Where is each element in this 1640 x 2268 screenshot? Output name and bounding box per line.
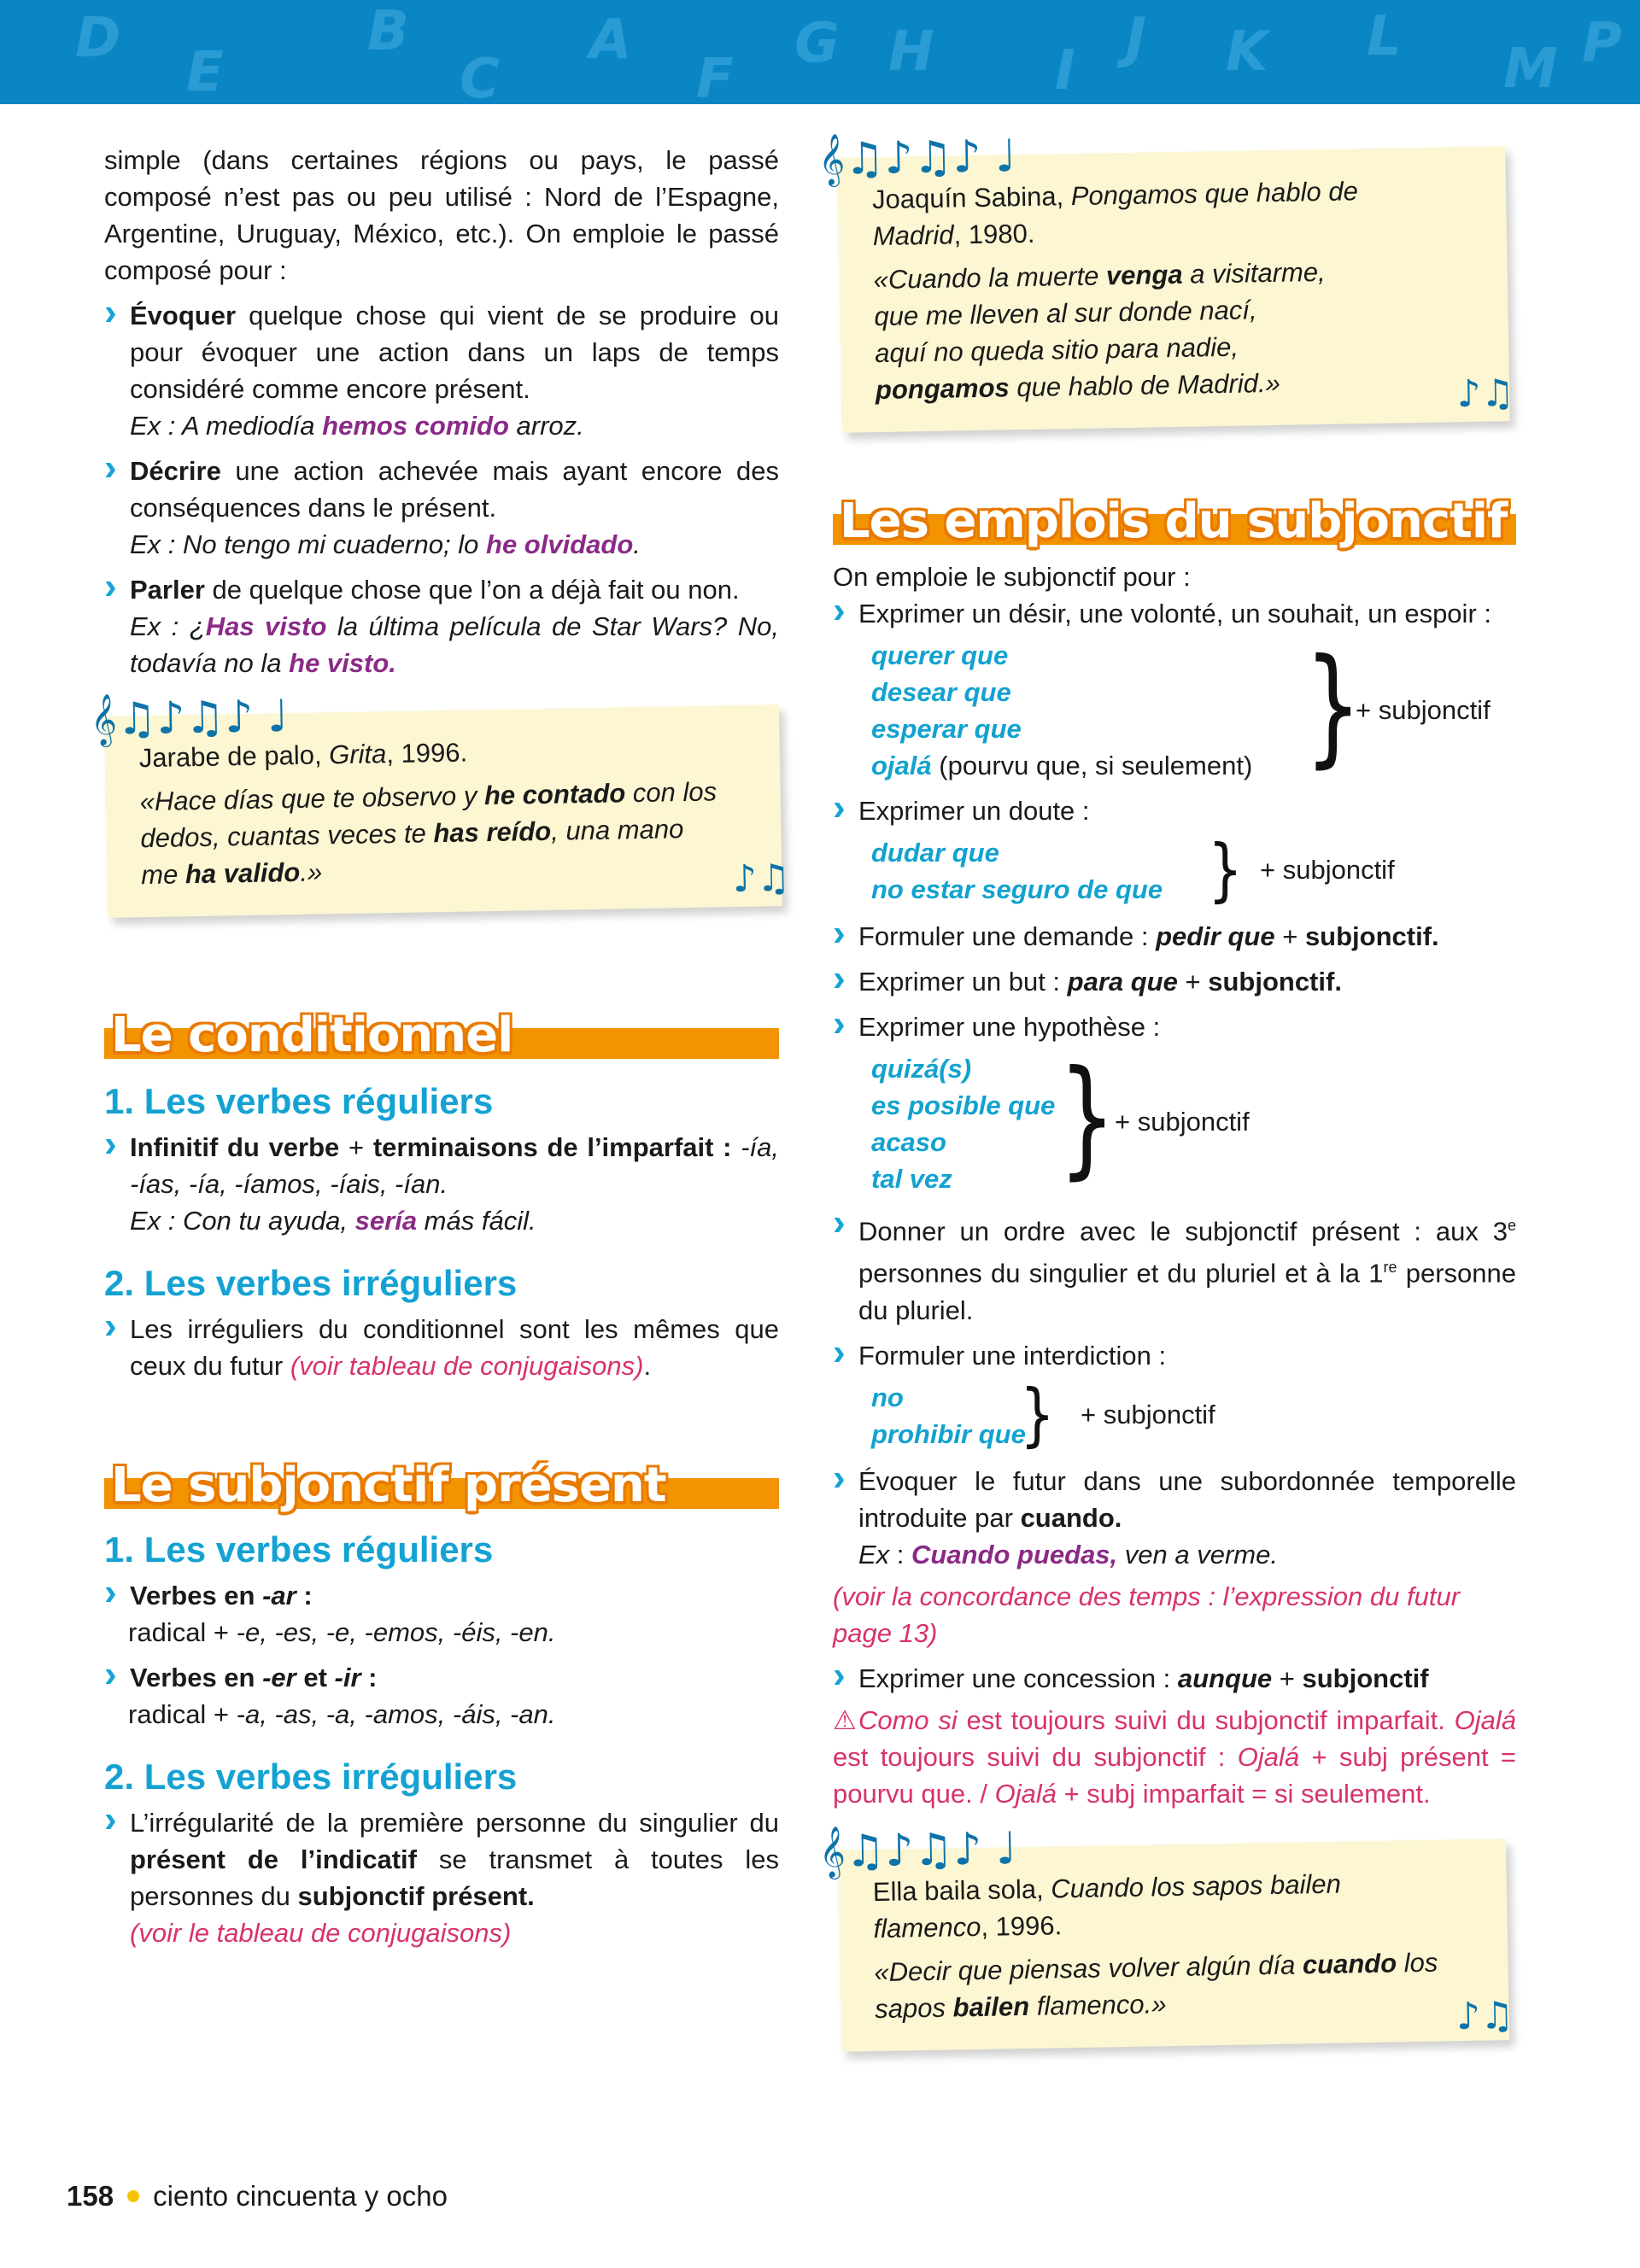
bullet-bold: :: [360, 1663, 378, 1692]
brace-icon: }: [1304, 632, 1362, 780]
subjonctif-label: + subjonctif: [1356, 695, 1491, 725]
quote-line: que me lleven al sur donde nací,: [874, 295, 1257, 332]
bullet-text: +: [1274, 921, 1305, 951]
quote-text: los sapos: [874, 1947, 1438, 2024]
verb-item: ojalá: [871, 751, 932, 780]
bullet-text: de quelque chose que l’on a déjà fait ou non.: [204, 575, 740, 605]
quote-line: aquí no queda sitio para nadie,: [874, 331, 1239, 369]
section-emplois-heading: [833, 476, 1516, 549]
verb-item: acaso: [871, 1127, 946, 1157]
quote-text: «Hace días que te observo y: [139, 780, 485, 817]
bullet-bold-italic: -ar: [262, 1581, 296, 1610]
intro-paragraph: simple (dans certaines régions ou pays, le passé composé n’est pas ou peu utilisé : Nord de l’Espagne, Argentine, Uruguay, México, etc.). On emploie le passé composé pour :: [104, 145, 779, 285]
bullet-text: Exprimer une concession :: [858, 1663, 1178, 1693]
bullet-ordre: [833, 1207, 1516, 1329]
header-letter: M: [1503, 38, 1558, 101]
bullet-bold: subjonctif.: [1304, 921, 1439, 951]
header-letter: H: [888, 20, 934, 84]
bullet-text: se transmet à toutes les personnes du: [130, 1844, 780, 1911]
subheading: 1. Les verbes réguliers: [104, 1081, 494, 1121]
superscript: re: [1383, 1259, 1397, 1277]
header-letter: G: [794, 12, 840, 75]
note-quote: [873, 252, 1407, 408]
brace-icon: }: [1208, 830, 1243, 909]
example: [104, 526, 779, 563]
bullet-bold: Verbes en: [130, 1663, 263, 1692]
example-text: Ex: [858, 1539, 890, 1569]
quote-bold: has reído: [433, 815, 552, 849]
bullet-text: Les irréguliers du conditionnel sont les mêmes que ceux du futur: [130, 1314, 779, 1381]
verb-gloss: (pourvu que, si seulement): [931, 751, 1253, 780]
verb-item: desear que: [871, 677, 1011, 707]
bullet-irreguliers: [104, 1311, 779, 1384]
example-highlight: hemos comido: [322, 411, 509, 441]
warning-text: est toujours suivi du subjonctif imparfait.: [957, 1704, 1455, 1735]
bullet-text: Donner un ordre avec le subjonctif présent : aux 3: [858, 1216, 1508, 1247]
section-subjonctif-heading: [104, 1441, 779, 1513]
bullet-desir: › Exprimer un désir, une volonté, un souhait, un espoir :: [833, 595, 1516, 632]
warning-italic: Ojalá: [994, 1778, 1057, 1809]
bullet-bold-italic: aunque: [1177, 1663, 1273, 1693]
superscript: e: [1507, 1217, 1516, 1234]
bullet-demande: [833, 918, 1516, 955]
bullet-futur: [833, 1463, 1516, 1573]
warning-italic: Ojalá: [1237, 1741, 1300, 1772]
verb-group-doute: [833, 830, 1516, 909]
warning-italic: Ojalá: [1454, 1704, 1516, 1735]
header-band: [0, 0, 1640, 104]
bullet-text: Formuler une demande :: [858, 921, 1157, 951]
bullet-bold: cuando.: [1020, 1502, 1122, 1533]
quote-bold: ha valido: [184, 856, 301, 890]
quote-text: flamenco.»: [1028, 1988, 1167, 2021]
subjonctif-label: + subjonctif: [1260, 855, 1395, 885]
warning-italic: Como si: [858, 1704, 958, 1735]
example-text: más fácil.: [417, 1206, 536, 1236]
example-text: .: [633, 529, 641, 559]
verb-item: querer que: [871, 640, 1009, 670]
example-text: Ex : ¿: [130, 611, 206, 641]
page-number: 158: [67, 2180, 114, 2212]
subjonctif-label: + subjonctif: [1115, 1107, 1250, 1137]
verb-item: tal vez: [871, 1164, 952, 1194]
bullet-bold: subjonctif.: [1208, 967, 1342, 997]
example-highlight: he visto.: [289, 648, 396, 678]
emplois-intro: On emploie le subjonctif pour :: [833, 562, 1191, 592]
subheading: 2. Les verbes irréguliers: [104, 1263, 518, 1303]
music-notes-icon: 𝄞♫♪♫♪ ♩: [818, 1822, 1017, 1878]
verb-group-desir: [833, 632, 1516, 784]
page-number-words: ciento cincuenta y ocho: [153, 2180, 448, 2212]
warning-text: est toujours suivi du subjonctif :: [833, 1741, 1238, 1772]
rule-italic: -a, -as, -a, -amos, -áis, -an.: [236, 1699, 556, 1729]
bullet-bold: subjonctif: [1302, 1663, 1429, 1693]
header-letter: D: [75, 7, 121, 70]
bullet-bold: subjonctif présent.: [297, 1881, 535, 1911]
rule-line: [104, 1614, 779, 1651]
quote-text: a visitarme,: [1182, 256, 1326, 289]
quote-bold: bailen: [952, 1990, 1030, 2023]
quote-bold: he contado: [483, 778, 626, 811]
bullet-bold: et: [296, 1663, 335, 1692]
left-column: [90, 142, 791, 1951]
source-title: Pongamos que hablo de Madrid: [872, 176, 1359, 252]
bullet-bold-italic: para que: [1067, 967, 1178, 997]
example-highlight: sería: [354, 1206, 418, 1236]
header-letter: J: [1126, 7, 1146, 70]
bullet-verbes-ar: [104, 1577, 779, 1614]
quote-text: , una mano me: [140, 814, 684, 891]
bullet-but: [833, 963, 1516, 1000]
brace-icon: }: [1020, 1374, 1055, 1454]
header-letter: F: [696, 48, 734, 104]
reference-link[interactable]: (voir tableau de conjugaisons): [290, 1351, 644, 1381]
rule-italic: -e, -es, -e, -emos, -éis, -en.: [236, 1617, 556, 1647]
source-text: , 1996.: [981, 1909, 1063, 1942]
source-text: Jarabe de palo,: [138, 739, 330, 774]
example-text: Ex : No tengo mi cuaderno; lo: [130, 529, 487, 559]
note-quote: [139, 773, 747, 893]
verb-group-hypothese: [833, 1043, 1516, 1199]
example-text: arroz.: [508, 411, 584, 441]
note-quote: [874, 1944, 1457, 2027]
quote-bold: venga: [1105, 259, 1183, 291]
bullet-text: Exprimer un but :: [858, 967, 1068, 997]
bullet-text: +: [1177, 967, 1209, 997]
header-letter: K: [1226, 20, 1268, 84]
reference-concordance[interactable]: (voir la concordance des temps : l’expression du futur page 13): [833, 1581, 1461, 1648]
bullet-bold: Évoquer: [130, 301, 237, 330]
heading-text: Les emplois du subjonctif: [840, 494, 1508, 549]
reference-link[interactable]: (voir le tableau de conjugaisons): [130, 1918, 512, 1948]
verb-item: esperar que: [871, 714, 1022, 744]
header-letter: B: [367, 0, 409, 63]
bullet-bold-italic: -er: [262, 1663, 296, 1692]
verb-item: no: [871, 1382, 904, 1412]
warning-text: + subj imparfait = si seulement.: [1056, 1778, 1431, 1809]
warning-note: [833, 1702, 1516, 1812]
bullet-decrire: [104, 453, 779, 526]
bullet-dot-icon: [127, 2190, 139, 2202]
bullet-infinitif: [104, 1129, 779, 1202]
bullet-bold: Parler: [130, 575, 205, 605]
verb-item: prohibir que: [871, 1418, 1026, 1449]
song-note-jarabe: [90, 691, 791, 918]
header-letter: P: [1582, 12, 1622, 75]
example-highlight: Cuando puedas,: [911, 1539, 1118, 1569]
quote-text: con los dedos, cuantas veces te: [140, 776, 718, 854]
subjonctif-label: + subjonctif: [1081, 1399, 1215, 1429]
bullet-text: +: [339, 1132, 373, 1162]
rule-text: radical +: [128, 1699, 237, 1729]
note-source: [872, 172, 1404, 254]
verb-item: dudar que: [871, 838, 999, 868]
bullet-bold: Infinitif du verbe: [130, 1132, 340, 1162]
bullet-hypothese: › Exprimer une hypothèse :: [833, 1008, 1516, 1045]
example-highlight: he olvidado: [486, 529, 634, 559]
example: [104, 1202, 779, 1239]
warning-text: + subj présent = pourvu que. /: [833, 1741, 1517, 1809]
quote-text: «Decir que piensas volver algún día: [874, 1949, 1303, 1987]
bullet-bold: Décrire: [130, 456, 221, 486]
source-title: Cuando los sapos bailen flamenco: [873, 1868, 1342, 1944]
right-column: [817, 131, 1517, 2046]
warning-icon: ⚠: [833, 1704, 858, 1735]
song-note-ella-baila: [818, 1822, 1514, 2052]
bullet-text: +: [1272, 1663, 1303, 1693]
header-letter: E: [186, 41, 224, 104]
bullet-text: personnes du singulier et du pluriel et à la 1: [858, 1258, 1384, 1289]
section-conditionnel-heading: [104, 991, 779, 1063]
bullet-text: quelque chose qui vient de se produire ou pour évoquer une action dans un laps de temps considéré comme encore présent.: [130, 301, 779, 404]
example-text: ven a verme.: [1117, 1539, 1278, 1569]
bullet-doute: › Exprimer un doute :: [833, 792, 1516, 829]
header-letter: L: [1367, 5, 1402, 68]
bullet-parler: [104, 571, 779, 681]
verb-item: quizá(s): [871, 1054, 972, 1084]
example-text: la última película de Star Wars? No, todavía no la: [130, 611, 779, 678]
music-notes-icon: 𝄞♫♪♫♪ ♩: [90, 691, 289, 746]
quote-text: .»: [299, 856, 323, 887]
bullet-text: personne du pluriel.: [858, 1258, 1517, 1325]
bullet-concession: [833, 1660, 1516, 1697]
verb-item: es posible que: [871, 1090, 1056, 1120]
music-notes-icon: ♪♫: [1456, 1993, 1514, 2038]
quote-bold: pongamos: [875, 372, 1010, 406]
verb-item: no estar seguro de que: [871, 874, 1163, 904]
bullet-text: une action achevée mais ayant encore des conséquences dans le présent.: [130, 456, 779, 523]
note-source: [872, 1863, 1456, 1947]
header-letter: A: [589, 9, 632, 72]
bullet-evoquer: [104, 297, 779, 407]
heading-text: Le subjonctif présent: [111, 1458, 666, 1513]
quote-text: que hablo de Madrid.»: [1009, 367, 1281, 403]
rule-line: [104, 1696, 779, 1733]
bullet-italic: -ía, -ías, -ía, -íamos, -íais, -ían.: [130, 1132, 779, 1199]
song-note-sabina: [817, 131, 1515, 433]
bullet-text: Évoquer le futur dans une subordonnée temporelle introduite par: [858, 1465, 1516, 1533]
example-highlight: Has visto: [205, 611, 327, 641]
header-letter: I: [1055, 39, 1075, 102]
bullet-bold-italic: -ir: [334, 1663, 361, 1692]
bullet-irregularite: [104, 1804, 779, 1951]
header-letter: C: [460, 48, 500, 104]
bullet-text: L’irrégularité de la première personne du singulier du: [130, 1808, 779, 1838]
example-text: Ex : Con tu ayuda,: [130, 1206, 355, 1236]
bullet-bold: :: [296, 1581, 313, 1610]
bullet-bold: terminaisons de l’imparfait :: [372, 1132, 732, 1162]
bullet-bold-italic: pedir que: [1156, 921, 1275, 951]
example-text: Ex : A mediodía: [130, 411, 323, 441]
subheading: 1. Les verbes réguliers: [104, 1529, 494, 1569]
music-notes-icon: 𝄞♫♪♫♪ ♩: [817, 131, 1017, 186]
bullet-verbes-er-ir: [104, 1659, 779, 1696]
bullet-bold: présent de l’indicatif: [130, 1844, 417, 1874]
music-notes-icon: ♪♫: [732, 856, 791, 902]
quote-bold: cuando: [1302, 1948, 1397, 1980]
rule-text: radical +: [128, 1617, 237, 1647]
verb-group-interdiction: [833, 1374, 1516, 1454]
page-footer: [67, 2179, 448, 2213]
music-notes-icon: ♪♫: [1456, 371, 1515, 417]
heading-text: Le conditionnel: [111, 1008, 513, 1063]
example-text: :: [889, 1539, 912, 1569]
bullet-interdiction: › Formuler une interdiction :: [833, 1337, 1516, 1374]
bullet-bold: Verbes en: [130, 1581, 263, 1610]
source-text: , 1996.: [386, 737, 468, 769]
source-text: , 1980.: [953, 218, 1035, 250]
source-title: Grita: [328, 739, 387, 770]
example: [104, 407, 779, 444]
quote-text: «Cuando la muerte: [873, 260, 1107, 295]
source-text: Ella baila sola,: [872, 1873, 1051, 1907]
brace-icon: }: [1058, 1043, 1116, 1192]
bullet-text: .: [643, 1351, 652, 1381]
subheading: 2. Les verbes irréguliers: [104, 1757, 518, 1797]
source-text: Joaquín Sabina,: [871, 181, 1072, 215]
